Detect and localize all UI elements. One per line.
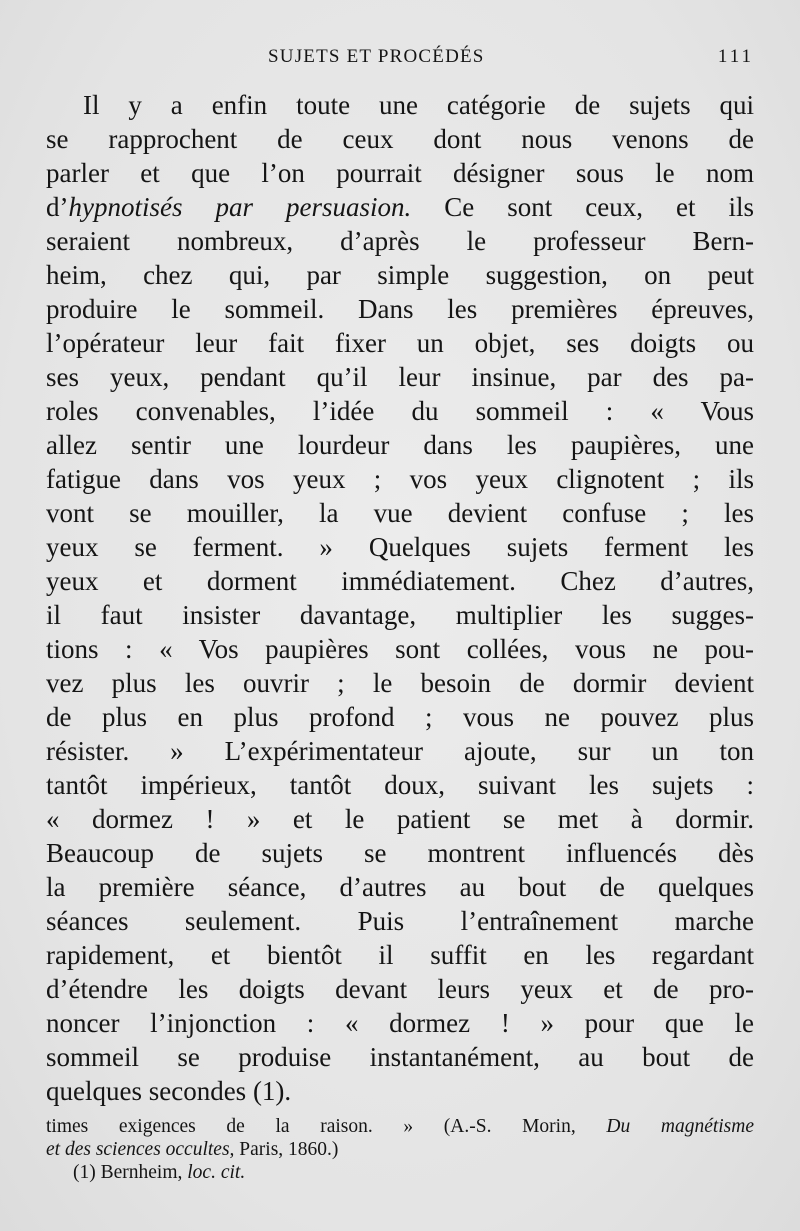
text-line-14 bbox=[46, 530, 754, 564]
text-line-20 bbox=[46, 734, 754, 768]
text-segment: quelques secondes (1). bbox=[46, 1076, 292, 1106]
text-segment: résister. » L’expérimentateur ajoute, sur un ton bbox=[46, 736, 754, 766]
text-line-2 bbox=[46, 122, 754, 156]
text-segment: Il y a enfin toute une catégorie de sujets qui bbox=[83, 90, 754, 120]
footnote-segment: (1) Bernheim, bbox=[73, 1162, 188, 1183]
text-line-9 bbox=[46, 360, 754, 394]
footnote-line-3 bbox=[46, 1161, 754, 1184]
text-segment: « dormez ! » et le patient se met à dormir. bbox=[46, 804, 754, 834]
text-line-5 bbox=[46, 224, 754, 258]
footnote-italic-title: Du magnétisme bbox=[606, 1116, 755, 1137]
text-segment: l’opérateur leur fait fixer un objet, ses doigts ou bbox=[46, 328, 754, 358]
text-segment: allez sentir une lourdeur dans les paupières, une bbox=[46, 430, 754, 460]
footnote-italic-ref: loc. cit. bbox=[187, 1162, 246, 1183]
text-segment: roles convenables, l’idée du sommeil : « Vous bbox=[46, 396, 754, 426]
text-line-1 bbox=[46, 88, 754, 122]
text-segment: seraient nombreux, d’après le professeur Bern- bbox=[46, 226, 754, 256]
footnote-italic-title: et des sciences occultes, bbox=[46, 1139, 235, 1160]
text-line-12 bbox=[46, 462, 754, 496]
text-segment: tantôt impérieux, tantôt doux, suivant les sujets : bbox=[46, 770, 754, 800]
text-line-30 bbox=[46, 1074, 754, 1108]
footnote-segment: times exigences de la raison. » (A.-S. Morin, bbox=[46, 1116, 607, 1137]
text-line-21 bbox=[46, 768, 754, 802]
text-segment: Ce sont ceux, et ils bbox=[411, 192, 755, 222]
text-segment: parler et que l’on pourrait désigner sous le nom bbox=[46, 158, 754, 188]
body-paragraph bbox=[46, 88, 754, 1108]
text-segment: vez plus les ouvrir ; le besoin de dormir devient bbox=[46, 668, 754, 698]
text-segment: ses yeux, pendant qu’il leur insinue, par des pa- bbox=[46, 362, 754, 392]
footnote-segment: Paris, 1860.) bbox=[234, 1139, 339, 1160]
running-title: SUJETS ET PROCÉDÉS bbox=[268, 46, 485, 67]
text-segment: yeux se ferment. » Quelques sujets ferment les bbox=[46, 532, 754, 562]
text-segment: heim, chez qui, par simple suggestion, on peut bbox=[46, 260, 754, 290]
text-line-6 bbox=[46, 258, 754, 292]
footnotes bbox=[46, 1115, 754, 1184]
text-segment: il faut insister davantage, multiplier les sugges- bbox=[46, 600, 754, 630]
text-line-10 bbox=[46, 394, 754, 428]
text-line-25 bbox=[46, 904, 754, 938]
text-segment: rapidement, et bientôt il suffit en les regardant bbox=[46, 940, 754, 970]
text-line-4 bbox=[46, 190, 754, 224]
text-line-11 bbox=[46, 428, 754, 462]
text-segment: sommeil se produise instantanément, au bout de bbox=[46, 1042, 754, 1072]
text-segment: la première séance, d’autres au bout de quelques bbox=[46, 872, 754, 902]
text-line-19 bbox=[46, 700, 754, 734]
text-line-8 bbox=[46, 326, 754, 360]
text-segment: séances seulement. Puis l’entraînement marche bbox=[46, 906, 754, 936]
text-segment: vont se mouiller, la vue devient confuse ; les bbox=[46, 498, 754, 528]
footnote-line-2 bbox=[46, 1138, 754, 1161]
italic-phrase: hypnotisés par persuasion. bbox=[68, 192, 412, 222]
text-segment: yeux et dorment immédiatement. Chez d’autres, bbox=[46, 566, 754, 596]
text-line-3 bbox=[46, 156, 754, 190]
text-line-22 bbox=[46, 802, 754, 836]
text-line-26 bbox=[46, 938, 754, 972]
text-line-23 bbox=[46, 836, 754, 870]
text-line-18 bbox=[46, 666, 754, 700]
text-line-17 bbox=[46, 632, 754, 666]
text-line-13 bbox=[46, 496, 754, 530]
text-segment: tions : « Vos paupières sont collées, vous ne pou- bbox=[46, 634, 754, 664]
text-segment: d’ bbox=[46, 192, 69, 222]
text-line-16 bbox=[46, 598, 754, 632]
text-line-28 bbox=[46, 1006, 754, 1040]
page-number: 111 bbox=[717, 46, 754, 67]
text-line-15 bbox=[46, 564, 754, 598]
text-segment: noncer l’injonction : « dormez ! » pour que le bbox=[46, 1008, 754, 1038]
text-segment: produire le sommeil. Dans les premières épreuves, bbox=[46, 294, 754, 324]
footnote-line-1 bbox=[46, 1115, 754, 1138]
text-segment: se rapprochent de ceux dont nous venons de bbox=[46, 124, 754, 154]
text-segment: Beaucoup de sujets se montrent influencés dès bbox=[46, 838, 754, 868]
running-head bbox=[0, 46, 800, 74]
text-segment: d’étendre les doigts devant leurs yeux et de pro- bbox=[46, 974, 754, 1004]
text-segment: de plus en plus profond ; vous ne pouvez plus bbox=[46, 702, 754, 732]
text-line-24 bbox=[46, 870, 754, 904]
text-line-29 bbox=[46, 1040, 754, 1074]
text-line-7 bbox=[46, 292, 754, 326]
text-line-27 bbox=[46, 972, 754, 1006]
text-segment: fatigue dans vos yeux ; vos yeux clignotent ; ils bbox=[46, 464, 754, 494]
